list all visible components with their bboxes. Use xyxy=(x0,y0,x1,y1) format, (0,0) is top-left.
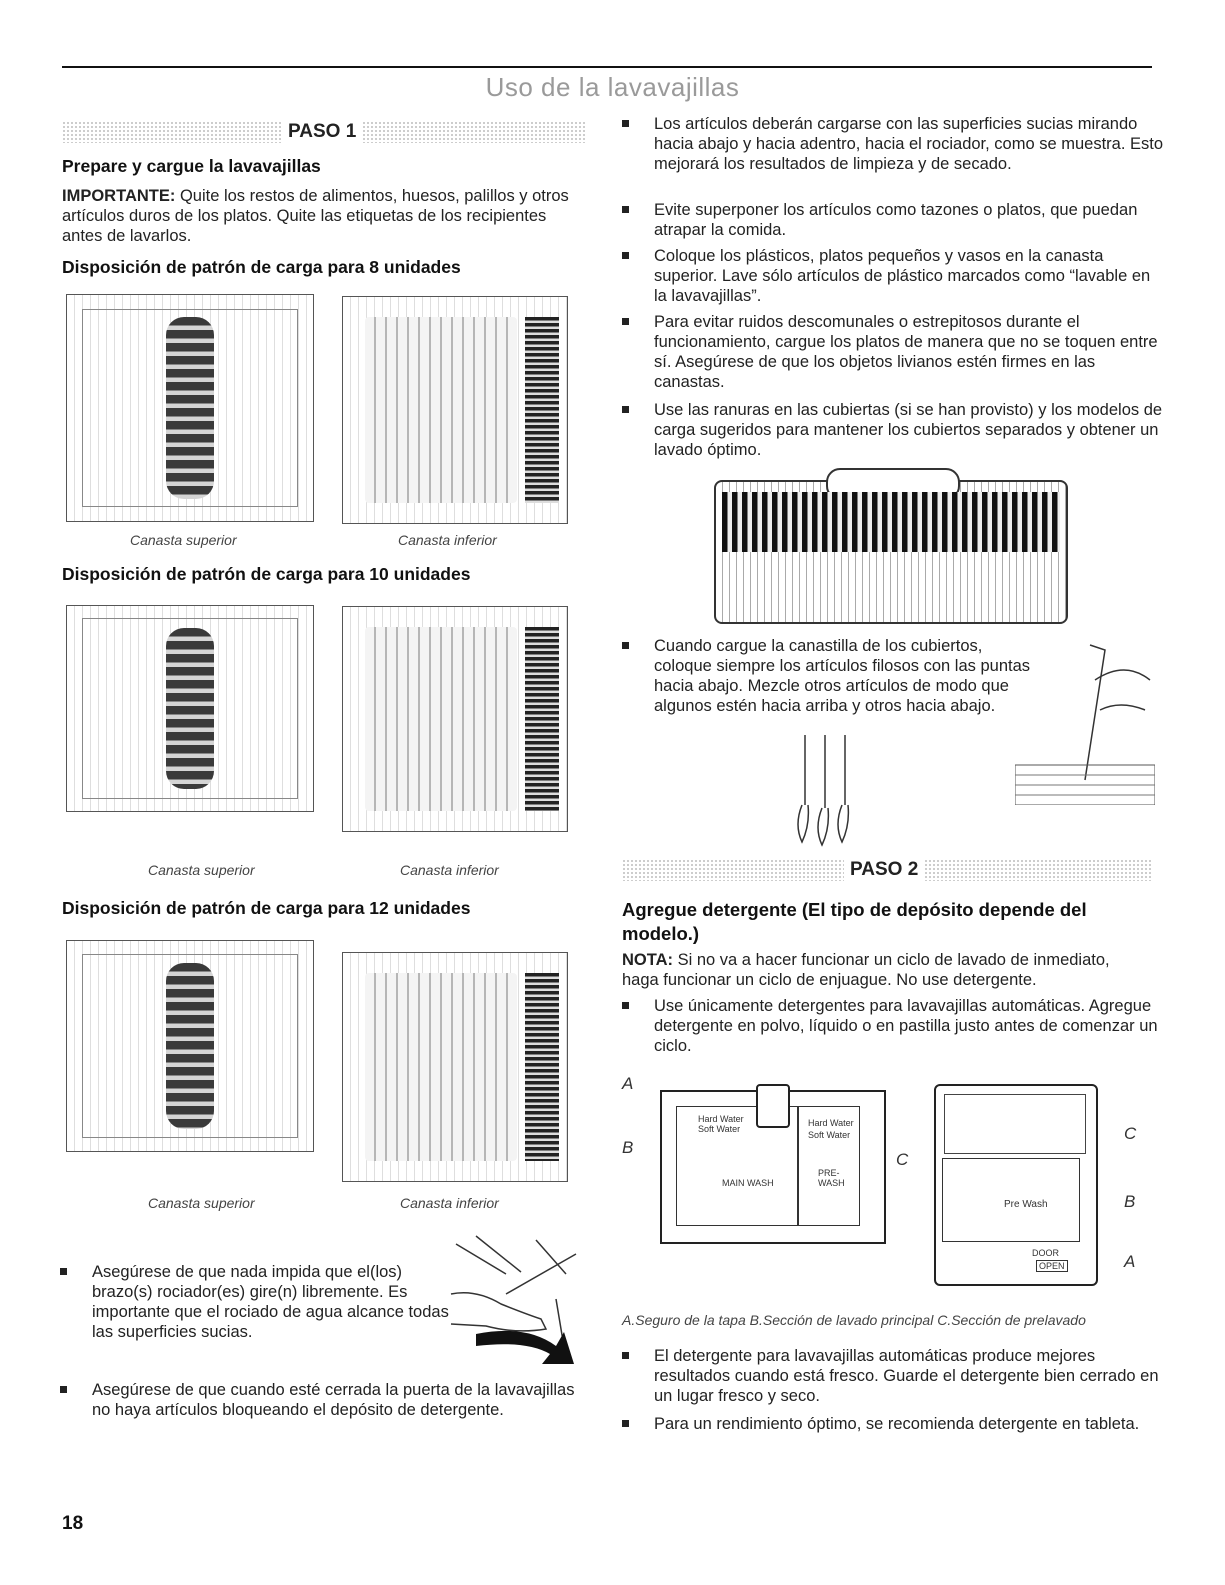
silverware-basket-illustration xyxy=(714,480,1068,624)
main-wash-label: MAIN WASH xyxy=(722,1178,774,1188)
banner-dots-right xyxy=(924,859,1152,881)
bullet-marker xyxy=(622,642,629,649)
spoon-2-icon xyxy=(818,735,828,845)
caption-lower-10: Canasta inferior xyxy=(400,862,499,878)
bullet-detergent-type xyxy=(622,996,1174,1056)
caption-upper-8: Canasta superior xyxy=(130,532,237,548)
bullet-marker xyxy=(622,1420,629,1427)
page-number: 18 xyxy=(62,1513,84,1534)
important-label: IMPORTANTE: xyxy=(62,187,176,205)
label-b-left: B xyxy=(622,1138,634,1157)
dispenser-illustration-closed xyxy=(934,1084,1098,1286)
load-10-heading: Disposición de patrón de carga para 10 unidades xyxy=(62,564,471,584)
silverware-basket xyxy=(525,627,559,811)
bullet-door-clear xyxy=(60,1380,582,1420)
prewash-compartment xyxy=(944,1094,1086,1154)
bullet-marker xyxy=(622,406,629,413)
step-1-banner xyxy=(62,118,587,146)
note-label: NOTA: xyxy=(622,951,674,969)
caption-lower-12: Canasta inferior xyxy=(400,1195,499,1211)
knife-icon xyxy=(1085,645,1105,780)
bullet-no-nesting-text: Evite superponer los artículos como tazones o platos, que puedan atrapar la comida. xyxy=(654,201,1138,239)
stacked-bowls xyxy=(166,628,214,789)
soft-water-label-2: Soft Water xyxy=(808,1130,851,1140)
bullet-noise-text: Para evitar ruidos descomunales o estrepitosos durante el funcionamiento, cargue los platos de manera que no se toquen entre sí. Asegúrese de que los objetos livianos estén firmes en las canastas. xyxy=(654,313,1158,391)
banner-dots-left xyxy=(62,121,282,143)
bullet-load-facing xyxy=(622,114,1164,174)
plates-row xyxy=(365,317,517,503)
lower-rack-8-illustration xyxy=(342,296,568,524)
hard-water-label-1: Hard Water xyxy=(698,1114,744,1124)
upper-rack-8-illustration xyxy=(66,294,314,522)
label-c-right: C xyxy=(1124,1124,1137,1143)
step-1-label: PASO 1 xyxy=(282,121,362,143)
hand-outline xyxy=(1095,670,1150,710)
label-c-left: C xyxy=(896,1150,909,1169)
plates-row xyxy=(365,627,517,811)
dispenser-caption: A.Seguro de la tapa B.Sección de lavado principal C.Sección de prelavado xyxy=(622,1312,1086,1328)
bullet-door-clear-text: Asegúrese de que cuando esté cerrada la puerta de la lavavajillas no haya artículos bloqueando el depósito de detergente. xyxy=(92,1381,575,1419)
hand-outline xyxy=(451,1293,546,1331)
soft-water-label-1: Soft Water xyxy=(698,1124,741,1134)
bullet-no-nesting xyxy=(622,200,1164,240)
bullet-marker xyxy=(622,1002,629,1009)
banner-dots-left xyxy=(622,859,844,881)
label-a-left: A xyxy=(622,1074,634,1093)
bullet-marker xyxy=(60,1268,67,1275)
bullet-cutlery-slots xyxy=(622,400,1164,460)
caption-lower-8: Canasta inferior xyxy=(398,532,497,548)
prewash-label-1: PRE- xyxy=(818,1168,840,1178)
banner-dots-right xyxy=(362,121,587,143)
hand-knife-illustration xyxy=(1015,640,1155,805)
lid-latch xyxy=(756,1084,790,1128)
page-title: Uso de la lavavajillas xyxy=(485,72,740,102)
label-a-right: A xyxy=(1124,1252,1136,1271)
bullet-sharp-items-text: Cuando cargue la canastilla de los cubiertos, coloque siempre los artículos filosos con las puntas hacia abajo. Mezcle otros artículos de modo que algunos estén hacia arriba y otros hacia abajo. xyxy=(654,637,1031,715)
bullet-marker xyxy=(622,1352,629,1359)
bullet-plastics-text: Coloque los plásticos, platos pequeños y vasos en la canasta superior. Lave sólo artículos de plástico marcados como “lavable en la lavavajillas”. xyxy=(654,247,1151,305)
bullet-fresh-detergent xyxy=(622,1346,1164,1406)
spray-arm-hand-illustration xyxy=(446,1234,596,1374)
bullet-marker xyxy=(622,206,629,213)
bullet-cutlery-slots-text: Use las ranuras en las cubiertas (si se han provisto) y los modelos de carga sugeridos para mantener los cubiertos separados y obtener un lavado óptimo. xyxy=(654,401,1163,459)
rotation-arrow-icon xyxy=(476,1331,574,1364)
bullet-spray-arms-text: Asegúrese de que nada impida que el(los) brazo(s) rociador(es) gire(n) libremente. Es importante que el rociado de agua alcance todas las superficies sucias. xyxy=(92,1263,449,1341)
lower-rack-12-illustration xyxy=(342,952,568,1182)
caption-upper-10: Canasta superior xyxy=(148,862,255,878)
silverware-items xyxy=(722,492,1060,552)
bullet-marker xyxy=(622,120,629,127)
stacked-bowls xyxy=(166,963,214,1129)
rack-wires xyxy=(456,1236,576,1294)
spoons-illustration xyxy=(780,730,870,850)
dispenser-illustration-open xyxy=(660,1090,886,1244)
caption-upper-12: Canasta superior xyxy=(148,1195,255,1211)
spoon-1-icon xyxy=(798,735,808,842)
bullet-marker xyxy=(622,318,629,325)
bullet-marker xyxy=(622,252,629,259)
step-2-label: PASO 2 xyxy=(844,859,924,881)
step-2-heading: Agregue detergente (El tipo de depósito depende del modelo.) xyxy=(622,899,1087,944)
bullet-noise xyxy=(622,312,1164,392)
bullet-detergent-type-text: Use únicamente detergentes para lavavajillas automáticas. Agregue detergente en polvo, líquido o en pastilla justo antes de comenzar un ciclo. xyxy=(654,997,1158,1055)
pre-wash-text: Pre Wash xyxy=(1004,1199,1048,1210)
hard-water-label-2: Hard Water xyxy=(808,1118,854,1128)
bullet-plastics xyxy=(622,246,1164,306)
spoon-3-icon xyxy=(838,735,848,842)
note-text: Si no va a hacer funcionar un ciclo de lavado de inmediato, haga funcionar un ciclo de enjuague. No use detergente. xyxy=(622,951,1110,989)
step-1-heading: Prepare y cargue la lavavajillas xyxy=(62,156,321,176)
silverware-basket xyxy=(525,317,559,503)
important-paragraph xyxy=(62,186,572,246)
step-2-banner xyxy=(622,856,1152,884)
upper-rack-10-illustration xyxy=(66,605,314,812)
note-paragraph xyxy=(622,950,1147,990)
door-label: DOOR xyxy=(1032,1248,1059,1258)
label-b-right: B xyxy=(1124,1192,1136,1211)
open-latch-label: OPEN xyxy=(1036,1260,1068,1272)
bullet-marker xyxy=(60,1386,67,1393)
header-rule xyxy=(62,66,1152,68)
bullet-tablet-text: Para un rendimiento óptimo, se recomienda detergente en tableta. xyxy=(654,1415,1140,1433)
bullet-fresh-detergent-text: El detergente para lavavajillas automáticas produce mejores resultados cuando está fresco. Guarde el detergente bien cerrado en un lugar fresco y seco. xyxy=(654,1347,1159,1405)
bullet-load-facing-text: Los artículos deberán cargarse con las superficies sucias mirando hacia abajo y hacia adentro, hacia el rociador, como se muestra. Esto mejorará los resultados de limpieza y de secado. xyxy=(654,115,1164,173)
lower-rack-10-illustration xyxy=(342,606,568,832)
bullet-spray-arms xyxy=(60,1262,452,1342)
silverware-basket xyxy=(525,973,559,1161)
bullet-sharp-items xyxy=(622,636,1044,716)
bullet-tablet xyxy=(622,1414,1164,1434)
stacked-bowls xyxy=(166,317,214,499)
important-text: Quite los restos de alimentos, huesos, palillos y otros artículos duros de los platos. Quite las etiquetas de los recipientes antes de lavarlos. xyxy=(62,187,569,245)
prewash-label-2: WASH xyxy=(818,1178,845,1188)
load-8-heading: Disposición de patrón de carga para 8 unidades xyxy=(62,257,461,277)
upper-rack-12-illustration xyxy=(66,940,314,1152)
plates-row xyxy=(365,973,517,1161)
load-12-heading: Disposición de patrón de carga para 12 unidades xyxy=(62,898,471,918)
